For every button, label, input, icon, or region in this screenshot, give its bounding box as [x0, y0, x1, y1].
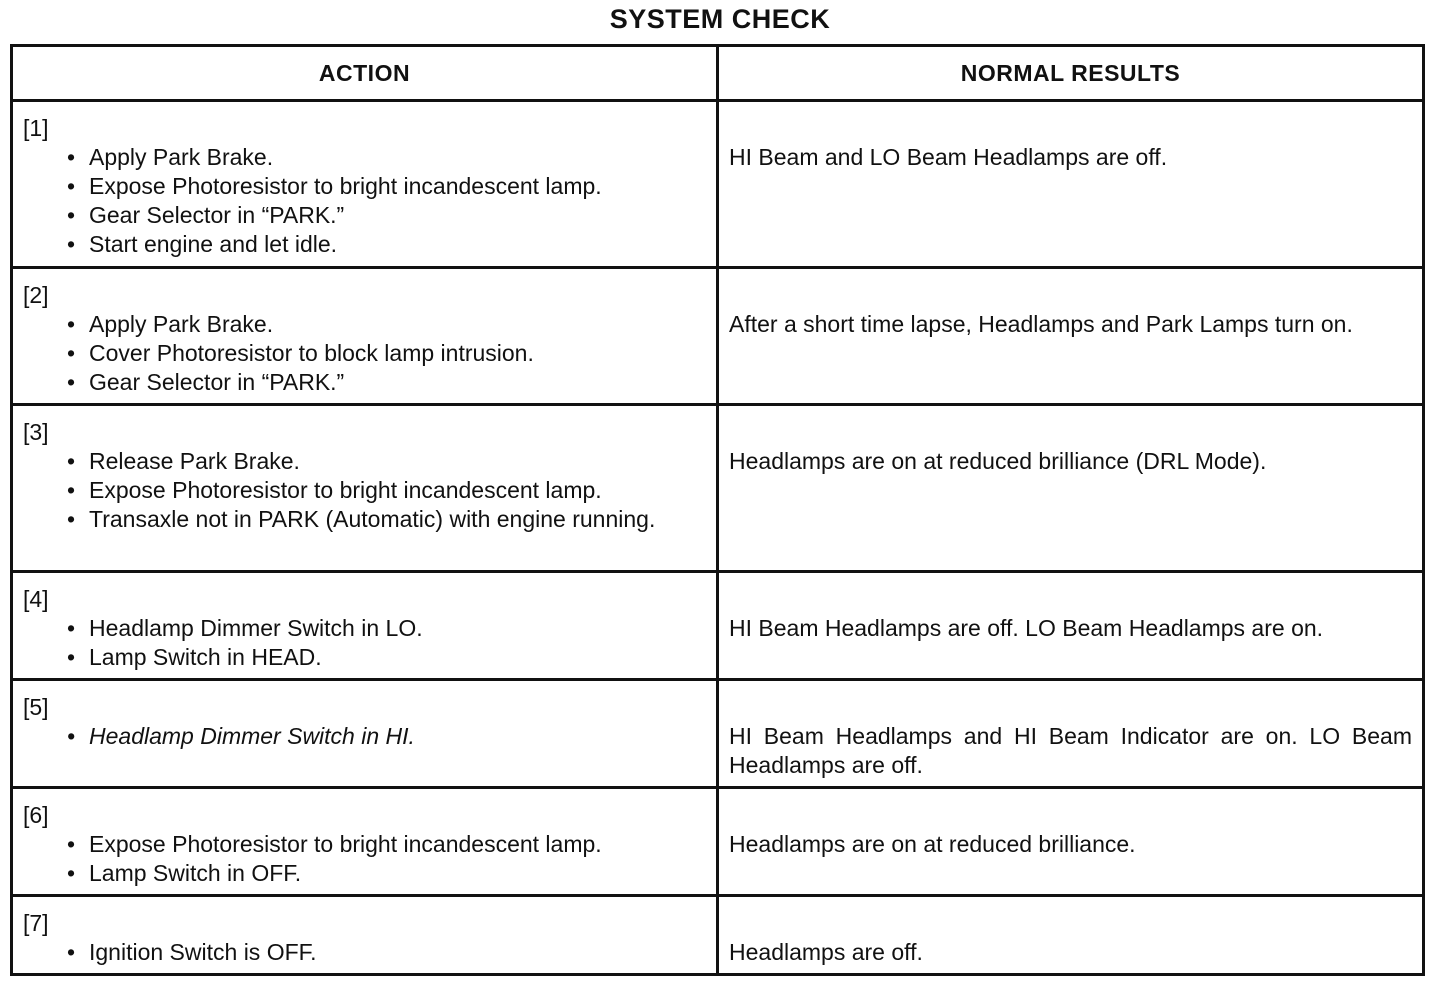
action-item: • Release Park Brake. [67, 447, 706, 476]
result-text: HI Beam and LO Beam Headlamps are off. [729, 144, 1168, 170]
results-column-header: NORMAL RESULTS [718, 46, 1424, 101]
result-cell [718, 101, 1424, 268]
table-row [12, 896, 1424, 975]
action-list [23, 830, 706, 888]
action-item: • Headlamp Dimmer Switch in LO. [67, 614, 706, 643]
action-list [23, 614, 706, 672]
action-item: • Expose Photoresistor to bright incandescent lamp. [67, 476, 706, 505]
action-item: • Expose Photoresistor to bright incandescent lamp. [67, 830, 706, 859]
result-text: HI Beam Headlamps are off. LO Beam Headlamps are on. [729, 615, 1324, 641]
step-number: [6] [23, 802, 49, 828]
result-text: HI Beam Headlamps and HI Beam Indicator are on. LO Beam Headlamps are off. [729, 723, 1412, 778]
step-number: [5] [23, 694, 49, 720]
page-title: SYSTEM CHECK [609, 4, 831, 34]
step-number: [1] [23, 115, 49, 141]
action-item: • Gear Selector in “PARK.” [67, 201, 706, 230]
result-cell [718, 788, 1424, 896]
action-item: • Expose Photoresistor to bright incandescent lamp. [67, 172, 706, 201]
result-cell [718, 572, 1424, 680]
action-list [23, 310, 706, 397]
action-item: • Start engine and let idle. [67, 230, 706, 259]
action-list [23, 143, 706, 259]
action-item: • Lamp Switch in HEAD. [67, 643, 706, 672]
action-cell [12, 896, 718, 975]
step-number: [7] [23, 910, 49, 936]
result-cell [718, 405, 1424, 572]
table-row [12, 680, 1424, 788]
result-text: After a short time lapse, Headlamps and Park Lamps turn on. [729, 311, 1353, 337]
action-item: • Apply Park Brake. [67, 310, 706, 339]
action-cell [12, 268, 718, 405]
action-item: • Apply Park Brake. [67, 143, 706, 172]
action-item: • Transaxle not in PARK (Automatic) with engine running. [67, 505, 706, 534]
action-item: • Lamp Switch in OFF. [67, 859, 706, 888]
action-column-header: ACTION [12, 46, 718, 101]
table-row [12, 268, 1424, 405]
action-cell [12, 680, 718, 788]
table-row [12, 572, 1424, 680]
action-cell [12, 572, 718, 680]
result-text: Headlamps are off. [729, 939, 923, 965]
action-item: • Ignition Switch is OFF. [67, 938, 706, 967]
table-header-row [12, 46, 1424, 101]
action-item: • Cover Photoresistor to block lamp intrusion. [67, 339, 706, 368]
result-cell [718, 268, 1424, 405]
table-row [12, 788, 1424, 896]
action-list [23, 938, 706, 967]
action-item: • Gear Selector in “PARK.” [67, 368, 706, 397]
action-item: • Headlamp Dimmer Switch in HI. [67, 722, 706, 751]
action-list [23, 722, 706, 751]
result-text: Headlamps are on at reduced brilliance (DRL Mode). [729, 448, 1267, 474]
result-text: Headlamps are on at reduced brilliance. [729, 831, 1136, 857]
table-row [12, 101, 1424, 268]
step-number: [2] [23, 282, 49, 308]
step-number: [4] [23, 586, 49, 612]
action-list [23, 447, 706, 534]
action-cell [12, 405, 718, 572]
system-check-table [10, 44, 1425, 976]
result-cell [718, 680, 1424, 788]
table-row [12, 405, 1424, 572]
action-cell [12, 788, 718, 896]
action-cell [12, 101, 718, 268]
step-number: [3] [23, 419, 49, 445]
result-cell [718, 896, 1424, 975]
